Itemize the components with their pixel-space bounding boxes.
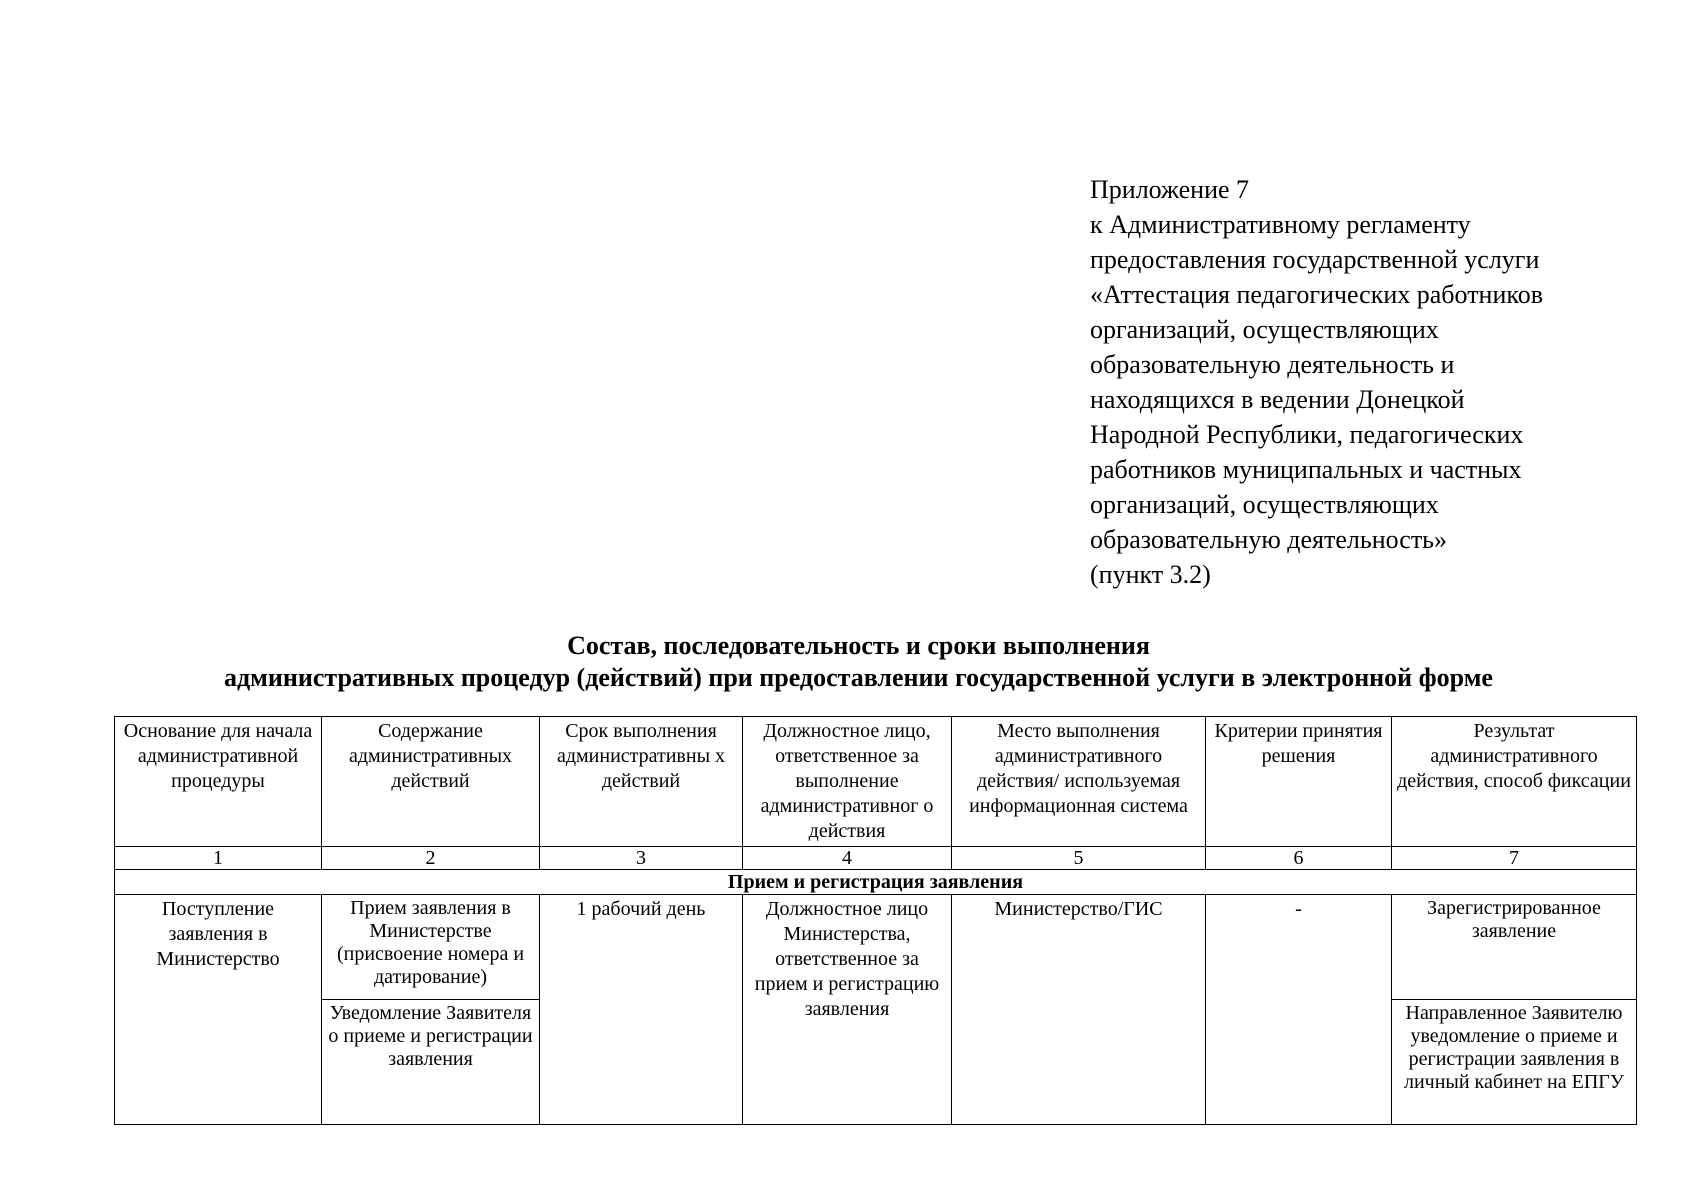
cell-result-notification: Направленное Заявителю уведомление о приеме и регистрации заявления в личный кабинет на ЕПГУ xyxy=(1392,1000,1637,1125)
appendix-line: работников муниципальных и частных xyxy=(1090,455,1522,484)
header-cell-result: Результат административного действия, способ фиксации xyxy=(1392,717,1637,847)
appendix-line: (пункт 3.2) xyxy=(1090,560,1211,589)
cell-place: Министерство/ГИС xyxy=(952,895,1206,1125)
procedures-table xyxy=(114,716,1637,1125)
cell-criteria: - xyxy=(1206,895,1392,1125)
title-line-2: административных процедур (действий) при предоставлении государственной услуги в электронной форме xyxy=(224,663,1493,692)
cell-term: 1 рабочий день xyxy=(540,895,743,1125)
appendix-line: находящихся в ведении Донецкой xyxy=(1090,385,1465,414)
column-number: 7 xyxy=(1392,847,1637,870)
cell-official: Должностное лицо Министерства, ответственное за прием и регистрацию заявления xyxy=(743,895,952,1125)
appendix-line: организаций, осуществляющих xyxy=(1090,315,1439,344)
header-cell-criteria: Критерии принятия решения xyxy=(1206,717,1392,847)
header-cell-basis: Основание для начала административной процедуры xyxy=(115,717,322,847)
title-line-1: Состав, последовательность и сроки выполнения xyxy=(567,631,1150,660)
cell-result-registered: Зарегистрированное заявление xyxy=(1392,895,1637,1000)
column-number: 3 xyxy=(540,847,743,870)
header-cell-actions: Содержание административных действий xyxy=(322,717,540,847)
table-header-row xyxy=(115,717,1637,847)
document-title xyxy=(60,630,1657,694)
header-cell-place: Место выполнения административного действия/ используемая информационная система xyxy=(952,717,1206,847)
table-row xyxy=(115,895,1637,1000)
appendix-line: организаций, осуществляющих xyxy=(1090,490,1439,519)
column-number: 6 xyxy=(1206,847,1392,870)
header-cell-official: Должностное лицо, ответственное за выполнение административног о действия xyxy=(743,717,952,847)
header-cell-term: Срок выполнения административны х действий xyxy=(540,717,743,847)
cell-action-notify: Уведомление Заявителя о приеме и регистрации заявления xyxy=(322,1000,540,1125)
appendix-line: Народной Республики, педагогических xyxy=(1090,420,1524,449)
column-number-row xyxy=(115,847,1637,870)
appendix-line: предоставления государственной услуги xyxy=(1090,245,1540,274)
cell-basis: Поступление заявления в Министерство xyxy=(115,895,322,1125)
column-number: 4 xyxy=(743,847,952,870)
cell-action-receive: Прием заявления в Министерстве (присвоение номера и датирование) xyxy=(322,895,540,1000)
column-number: 2 xyxy=(322,847,540,870)
column-number: 1 xyxy=(115,847,322,870)
stage-row xyxy=(115,870,1637,895)
appendix-line: образовательную деятельность и xyxy=(1090,350,1455,379)
appendix-block xyxy=(1090,172,1650,592)
appendix-line: к Административному регламенту xyxy=(1090,210,1471,239)
stage-heading: Прием и регистрация заявления xyxy=(115,870,1637,895)
appendix-line: «Аттестация педагогических работников xyxy=(1090,280,1543,309)
appendix-line: образовательную деятельность» xyxy=(1090,525,1448,554)
appendix-line: Приложение 7 xyxy=(1090,175,1250,204)
column-number: 5 xyxy=(952,847,1206,870)
